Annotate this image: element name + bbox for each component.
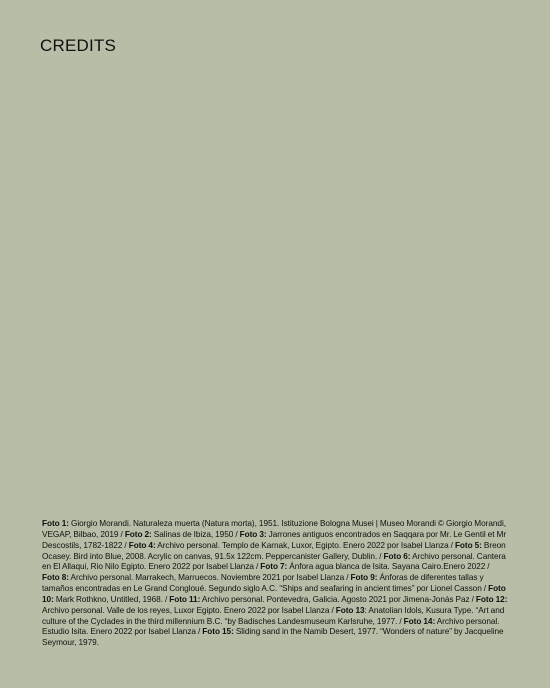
page-title: CREDITS [40,36,117,55]
credit-separator: / [162,594,170,604]
credit-label: Foto 13 [335,605,365,615]
credit-label: Foto 3: [239,529,267,539]
credit-label: Foto 4: [128,540,156,550]
credit-separator: / [448,540,455,550]
credit-label: Foto 6: [383,551,411,561]
credits-block [42,519,508,649]
credit-text: Archivo personal. Estudio Isita. Enero 2022 por Isabel Llanza [42,616,500,637]
credit-label: Foto 10: [42,584,506,604]
credit-separator: / [344,573,351,583]
credit-separator: / [195,627,203,637]
credit-separator: / [397,616,404,626]
credit-text: Archivo personal. Templo de Karnak, Luxor, Egipto. Enero 2022 por Isabel Llanza [155,540,449,550]
credit-separator: / [485,562,490,572]
credit-text: Archivo personal. Cantera en El Allaqui, Rio Nilo Egipto. Enero 2022 por Isabel Llanza [42,551,506,572]
credit-text: Archivo personal. Valle de los reyes, Luxor Egipto. Enero 2022 por Isabel Llanza [42,605,330,615]
credit-label: Foto 9: [350,573,378,583]
credit-label: Foto 1: [42,519,69,528]
credit-text: Sliding sand in the Namib Desert, 1977. “Wonders of nature” by Jacqueline Seymour, 1979. [42,627,504,648]
credit-text: Jarrones antiguos encontrados en Saqqara por Mr. Le Gentil et Mr Descostils, 1782-1822 [42,529,507,550]
credit-text: Breon Ocasey. Bird into Blue, 2008. Acrylic on canvas, 91.5x 122cm. Peppercanister Gallery, Dublin. [42,540,506,561]
credit-separator: / [329,605,336,615]
credit-separator: / [118,529,125,539]
credit-label: Foto 2: [124,529,152,539]
credit-label: Foto 15: [202,627,234,637]
credit-text: Mark Rothkno, Untitled, 1968. [53,594,163,604]
credit-separator: / [481,584,489,594]
credit-label: Foto 14: [403,616,436,626]
credit-separator: / [253,562,261,572]
credit-label: Foto 7: [260,562,288,572]
credit-text: Archivo personal. Pontevedra, Galicia. Agosto 2021 por Jimena-Jonás Paz [200,594,470,604]
credit-label: Foto 5: [454,540,482,550]
credit-text: Ánfora agua blanca de Isita. Sayana Cairo.Enero 2022 [287,562,486,572]
credit-label: Foto 11: [169,594,201,604]
credit-separator: / [233,529,240,539]
credit-text: Archivo personal. Marrakech, Marruecos. Noviembre 2021 por Isabel Llanza [68,573,345,583]
credit-label: Foto 8: [42,573,69,583]
credit-text: : Anatolian Idols, Kusura Type. “Art and culture of the Cyclades in the third millennium B.C. “by Badisches Landesmuseum Karlsruhe, 1977. [42,605,505,626]
credit-text: Giorgio Morandi. Naturaleza muerta (Natura morta), 1951. Istituzione Bologna Musei | Museo Morandi © Giorgio Morandi, VEGAP, Bilbao, 2019 [42,519,506,539]
credit-separator: / [122,540,129,550]
credit-text: Ánforas de diferentes tallas y tamaños encontradas en Le Grand Congloué. Segundo siglo A.C. “Ships and seafaring in ancient times” por Lionel Casson [42,573,484,594]
credit-text: Salinas de Ibiza, 1950 [151,529,234,539]
credit-separator: / [469,594,476,604]
credit-label: Foto 12: [475,594,508,604]
credit-separator: / [377,551,384,561]
